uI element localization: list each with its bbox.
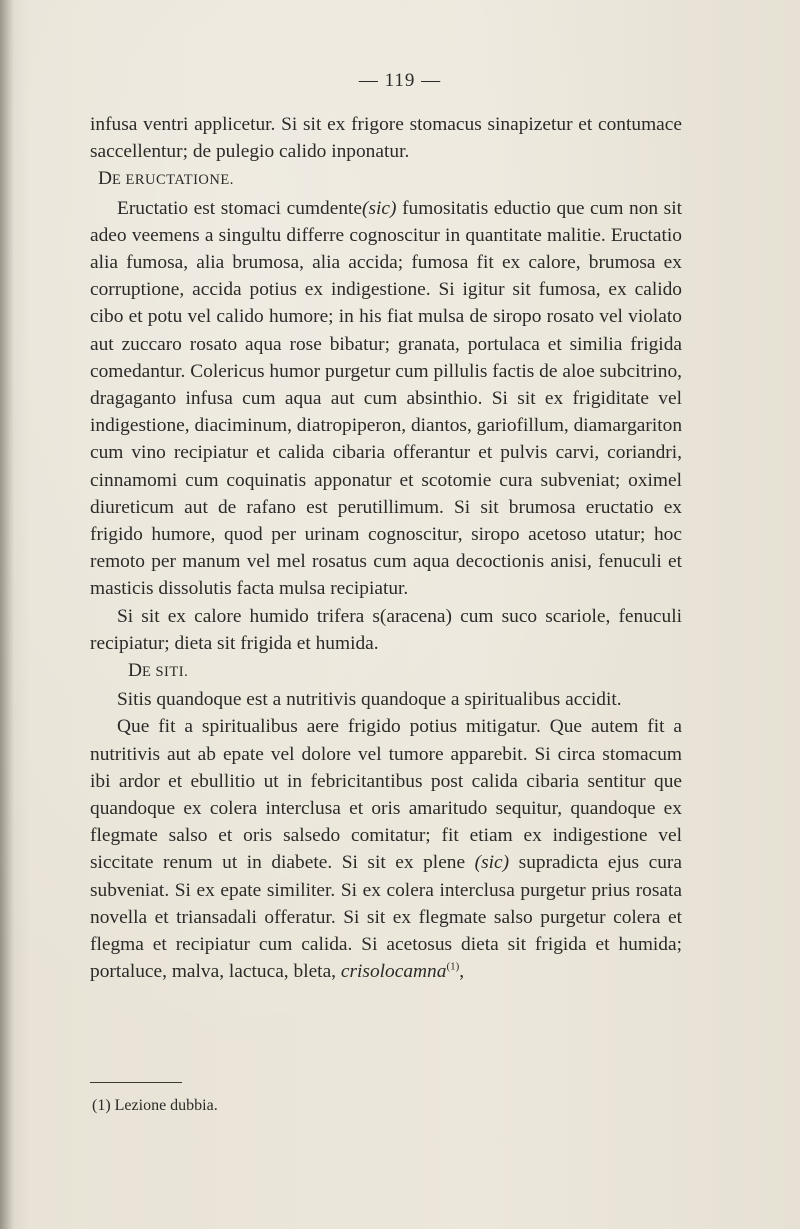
body-text [90, 111, 682, 986]
heading-smallcaps: E ERUCTATIONE. [112, 172, 234, 189]
section-heading-eructatione [90, 165, 682, 194]
heading-initial: D [128, 660, 143, 682]
footnote [92, 1095, 218, 1117]
paragraph-text: , [459, 961, 465, 983]
sic-annotation: (sic) [362, 197, 397, 219]
italic-term: crisolocamna [340, 961, 447, 983]
paragraph-text: Que fit a spiritualibus aere frigido potius mitigatur. Que autem fit a nutritivis aut ab epate vel dolore vel tumore apparebit. Si circa stomacum ibi ardor et ebullitio ut in febricitantibus post calida cibaria sentitur que quandoque ex colera interclusa et oris amaritudo sequitur, quandoque ex flegmate salso et oris salsedo comitatur; fit etiam ex indigestione vel siccitate renum ut in diabete. Si sit ex plene [90, 716, 682, 874]
heading-initial: D [98, 168, 113, 190]
footnote-text: Lezione dubbia. [114, 1097, 218, 1114]
paragraph [90, 195, 682, 603]
paragraph: Sitis quandoque est a nutritivis quandoque a spiritualibus accidit. [117, 689, 622, 711]
heading-smallcaps: E SITI. [142, 664, 189, 681]
footnote-divider [90, 1082, 182, 1083]
paragraph: infusa ventri applicetur. Si sit ex frigore stomacus sinapizetur et contumace saccellentur; de pulegio calido inponatur. [90, 114, 682, 163]
footnote-marker: (1) [92, 1097, 111, 1114]
section-heading-siti [90, 657, 682, 686]
paragraph-text: Eructatio est stomaci cumdente [117, 197, 363, 219]
paragraph: Si sit ex calore humido trifera s(aracena) cum suco scariole, fenuculi recipiatur; dieta sit frigida et humida. [90, 605, 682, 654]
sic-annotation: (sic) [474, 852, 510, 874]
paragraph [90, 713, 682, 985]
footnote-reference[interactable]: (1) [446, 960, 460, 973]
binding-shadow [0, 0, 14, 1229]
paragraph-text: supradicta ejus cura subveniat. Si ex epate similiter. Si ex colera interclusa purgetur prius rosata novella et triansadali offeratur. Si sit ex flegmate salso purgetur colera et flegma et recipiatur cum calida. Si acetosus dieta sit frigida et humida; portaluce, malva, lactuca, bleta, [90, 852, 682, 983]
paragraph-text: fumositatis eductio que cum non sit adeo veemens a singultu differre cognoscitur in quantitate malitie. Eructatio alia fumosa, alia brumosa, alia accida; fumosa fit ex calore, brumosa ex corruptione, accida potius ex indigestione. Si igitur sit fumosa, ex calido cibo et potu vel calido humore; in his fiat mulsa de siropo rosato vel violato aut zuccaro rosato aqua rose bibatur; granata, portulaca et similia frigida comedantur. Colericus humor purgetur cum pillulis factis de aloe subcitrino, dragaganto infusa cum aqua aut cum absinthio. Si sit ex frigiditate vel indigestione, diaciminum, diatropiperon, diantos, gariofillum, diamargariton cum vino recipiatur et calida cibaria offerantur et pulvis carvi, coriandri, cinnamomi cum coquinatis apponatur et scotomie cura subveniat; oximel diureticum aut de rafano est perutillimum. Si sit brumosa eructatio ex frigido humore, quod per urinam cognoscitur, siropo acetoso utatur; hoc remoto per manum vel mel rosatus cum aqua decoctionis anisi, fenuculi et masticis dissolutis facta mulsa recipiatur. [90, 197, 683, 600]
page-number: — 119 — [358, 70, 442, 91]
